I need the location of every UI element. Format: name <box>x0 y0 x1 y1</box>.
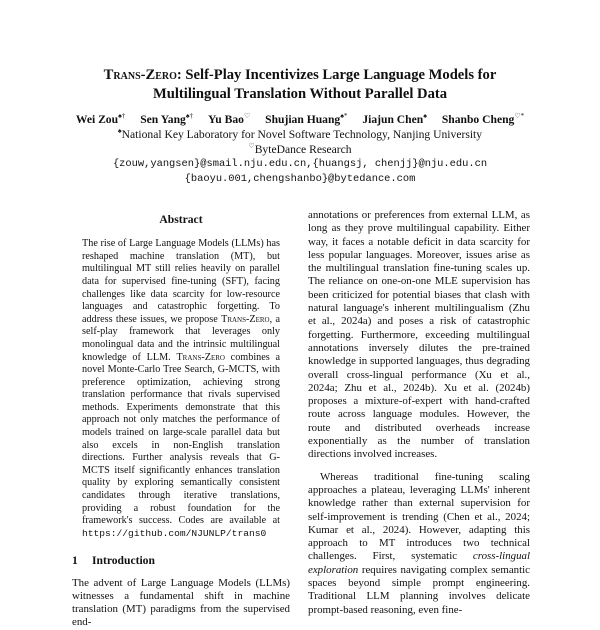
abstract-text: The rise of Large Language Models (LLMs) has reshaped machine translation (MT), but multilingual MT still relies heavily on parallel data for supervised fine-tuning (SFT), facing challenges like data scarcity for low-resource languages and catastrophic forgetting. To address these issues, we propose Trans-Zero, a self-play framework that leverages only monolingual data and the intrinsic multilingual knowledge of LLM. Trans-Zero combines a novel Monte-Carlo Tree Search, G-MCTS, with preference optimization, achieving strong translation performance that rivals supervised methods. Experiments demonstrate that this approach not only matches the performance of models trained on large-scale parallel data but also excels in non-English translation directions. Further analysis reveals that G-MCTS itself significantly enhances translation quality by exploring semantically consistent candidates through iterative translations, providing a robust foundation for the framework's success. Codes are available at https://github.com/NJUNLP/trans0 <box>82 238 280 539</box>
abstract-heading: Abstract <box>159 213 203 226</box>
body-paragraph: Whereas traditional fine-tuning scaling approaches a plateau, leveraging LLMs' inherent knowledge rather than external supervision for self-improvement is trending (Chen et al., 2024; Kumar et al., 2024). However, adapting this approach to MT introduces two technical challenges. First, systematic cross-lingual exploration requires navigating complex semantic spaces beyond simple prompt engineering. Traditional LLM planning involves delicate prompt-based reasoning, even fine- <box>308 470 530 616</box>
paper-title <box>0 66 600 104</box>
title-line-2: Multilingual Translation Without Parallel Data <box>152 86 448 102</box>
code-link[interactable]: https://github.com/NJUNLP/trans0 <box>82 527 267 539</box>
author: Shanbo Cheng♡* <box>441 112 525 126</box>
email-line: {baoyu.001,chengshanbo}@bytedance.com <box>184 173 416 185</box>
affiliation: ♠National Key Laboratory for Novel Software Technology, Nanjing University <box>117 127 483 141</box>
body-paragraph: annotations or preferences from external LLM, as long as they prove multilingual capability. Either way, it faces a notable deficit in data scarcity for less popular languages. Moreover, issues arise as the multilingual translation fine-tuning scales up. The reliance on one-on-one MLE supervision has been criticized for potential biases that clash with natural language's inherent multilingualism (Zhu et al., 2024a) and poses a risk of catastrophic forgetting. Furthermore, exceeding multilingual annotations inversely dilutes the pre-trained knowledge in supported languages, thus degrading overall cross-lingual performance (Xu et al., 2024a; Zhu et al., 2024b). Xu et al. (2024b) proposes a mixture-of-expert with hand-crafted route across language modules. However, the route and distributed overheads increase exponentially as the number of translation directions involved increases. <box>308 209 530 461</box>
title-part: : Self-Play Incentivizes Large Language Models for <box>176 67 497 83</box>
left-column <box>72 210 290 630</box>
author: Wei Zou♠† <box>75 112 126 126</box>
affiliation: ♡ByteDance Research <box>248 142 352 156</box>
author: Yu Bao♡ <box>207 112 251 126</box>
author: Jiajun Chen♠ <box>362 112 427 126</box>
intro-paragraph: The advent of Large Language Models (LLMs) witnesses a fundamental shift in machine translation (MT) paradigms from the supervised end- <box>72 576 290 629</box>
paper-header <box>0 66 600 187</box>
title-method-name: Trans-Zero <box>103 67 177 83</box>
author-list <box>0 112 600 127</box>
author: Sen Yang♠† <box>140 112 194 126</box>
section-heading: 1 Introduction <box>72 554 155 568</box>
right-column <box>308 209 530 617</box>
email-line: {zouw,yangsen}@smail.nju.edu.cn,{huangsj, chenjj}@nju.edu.cn <box>112 158 488 170</box>
author: Shujian Huang♠* <box>265 112 348 126</box>
